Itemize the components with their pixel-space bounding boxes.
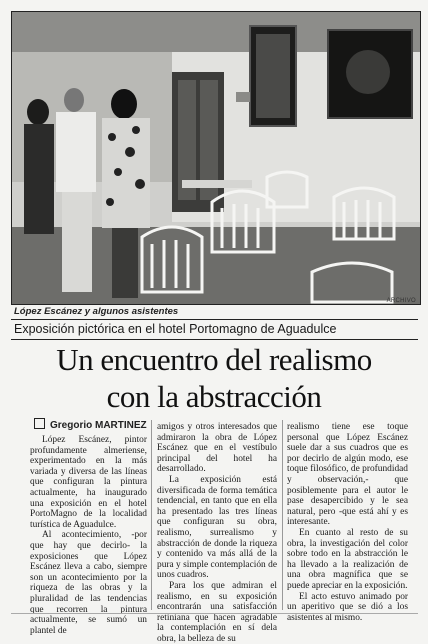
column-divider xyxy=(151,420,152,610)
photo-credit: ARCHIVO xyxy=(386,298,416,304)
article-column-1 xyxy=(30,435,147,636)
paragraph: En cuanto al resto de su obra, la investigación del color sobre todo en la abstracción le ha llevado a la realización de una obra magnífica que se puede apreciar en la exposición. xyxy=(287,527,408,591)
paragraph: realismo tiene ese toque personal que López Escánez suele dar a sus cuadros que es por decirlo de algún modo, ese toque filosófico, de profundidad y observación,- que posiblemente para el autor le pase desapercibido y le sea natural, pero -que está ahí y es interesante. xyxy=(287,422,408,528)
article-column-2 xyxy=(157,422,277,644)
paragraph: Para los que admiran el realismo, en su exposición encontrarán una satisfacción retiniana que hacen agradable la contemplación en sí dela obra, la belleza de su xyxy=(157,580,277,644)
divider xyxy=(11,319,418,320)
photo-illustration xyxy=(12,12,420,304)
photo-caption: López Escánez y algunos asistentes xyxy=(14,306,179,317)
headline-line-1: Un encuentro del realismo xyxy=(56,342,372,377)
paragraph: Al acontecimiento, -por que hay que decirlo- la exposiciones que López Escánez lleva a cabo, siempre son un acontecimiento por la riqueza de las obras y la pluralidad de las tendencias que recorren la pintura actualmente, se sumó un plantel de xyxy=(30,530,147,636)
divider xyxy=(11,339,418,340)
byline-author: Gregorio MARTINEZ xyxy=(50,420,147,431)
article-subtitle: Exposición pictórica en el hotel Portomagno de Aguadulce xyxy=(14,322,337,336)
column-divider xyxy=(282,420,283,610)
article-column-3 xyxy=(287,422,408,623)
paragraph: La exposición está diversificada de forma temática tendencial, en tanto que en ella ha presentado las tres líneas que configuran su obra, realismo, surrealismo y abstracción de donde la riqueza y contenido va más allá de la pura y simple contemplación de unos cuadros. xyxy=(157,474,277,581)
paragraph: El acto estuvo animado por un aperitivo que se dió a los asistentes al mismo. xyxy=(287,591,408,623)
headline-line-2: con la abstracción xyxy=(106,379,322,414)
byline-box-icon xyxy=(34,418,45,429)
byline xyxy=(34,418,147,431)
event-photo xyxy=(11,11,421,305)
paragraph: amigos y otros interesados que admiraron la obra de López Escánez que en el vestíbulo principal del hotel ha desarrollado. xyxy=(157,422,277,475)
bottom-divider xyxy=(11,613,418,614)
paragraph: López Escánez, pintor profundamente almeriense, experimentado en la más variada y diversa de las líneas que configuran la pintura actualmente, ha inaugurado una exposición en el hotel PortoMagno de la localidad turística de Aguadulce. xyxy=(30,435,147,530)
